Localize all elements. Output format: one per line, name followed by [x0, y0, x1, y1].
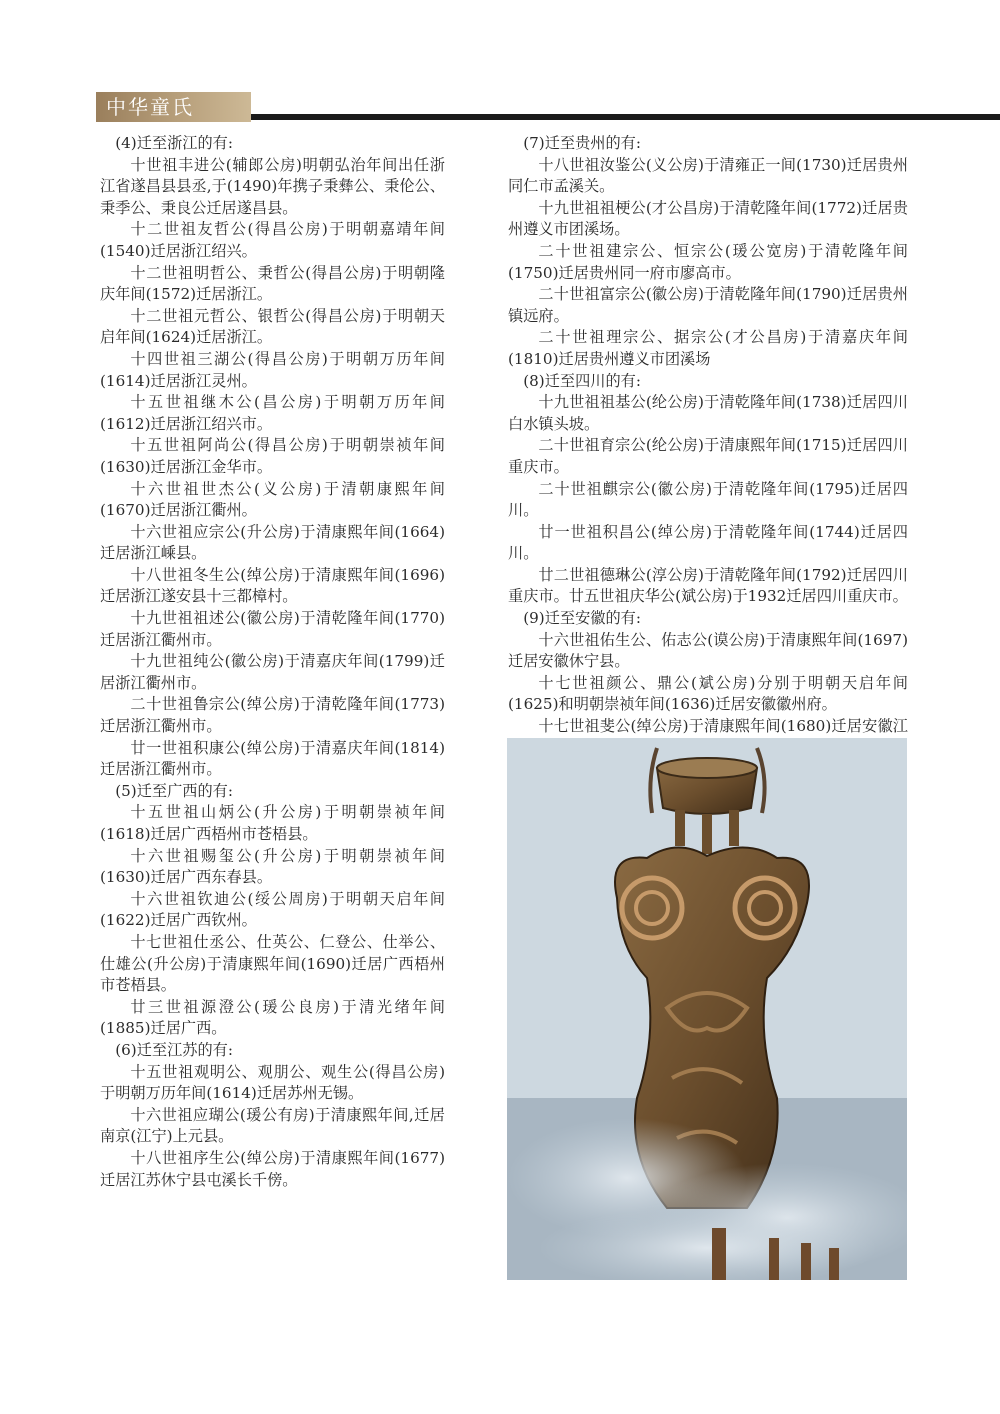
text-paragraph: 十二世祖元哲公、银哲公(得昌公房)于明朝天启年间(1624)迁居浙江。 — [100, 306, 445, 347]
incense-burner-illustration — [507, 738, 907, 1280]
section-heading: (4)迁至浙江的有: — [115, 134, 233, 152]
text-paragraph: 十五世祖继木公(昌公房)于明朝万历年间(1612)迁居浙江绍兴市。 — [100, 393, 445, 433]
header-rule — [251, 114, 1000, 120]
text-paragraph: 十八世祖冬生公(绰公房)于清康熙年间(1696)迁居浙江遂安县十三都樟村。 — [100, 565, 445, 606]
section-heading: (9)迁至安徽的有: — [523, 609, 641, 628]
text-paragraph: 十二世祖友哲公(得昌公房)于明朝嘉靖年间(1540)迁居浙江绍兴。 — [100, 220, 445, 260]
text-paragraph: 十四世祖三湖公(得昌公房)于明朝万历年间(1614)迁居浙江灵州。 — [100, 349, 445, 390]
text-paragraph: 廿一世祖积昌公(绰公房)于清乾隆年间(1744)迁居四川。 — [508, 522, 908, 563]
text-paragraph: 十六世祖世杰公(义公房)于清朝康熙年间(1670)迁居浙江衢州。 — [100, 479, 445, 520]
left-text-column — [100, 133, 445, 1191]
text-paragraph: 十九世祖纯公(徽公房)于清嘉庆年间(1799)迁居浙江衢州市。 — [100, 652, 445, 692]
text-paragraph: 二十世祖育宗公(纶公房)于清康熙年间(1715)迁居四川重庆市。 — [508, 436, 908, 476]
text-paragraph: 二十世祖麒宗公(徽公房)于清乾隆年间(1795)迁居四川。 — [508, 479, 908, 520]
text-paragraph: 十八世祖汝鉴公(义公房)于清雍正一间(1730)迁居贵州同仁市孟溪关。 — [508, 155, 908, 196]
text-paragraph: 十八世祖序生公(绰公房)于清康熙年间(1677)迁居江苏休宁县屯溪长千傍。 — [100, 1148, 445, 1189]
text-paragraph: 十五世祖山炳公(升公房)于明朝崇祯年间(1618)迁居广西梧州市苍梧县。 — [100, 803, 445, 843]
text-paragraph: 十七世祖仕丞公、仕英公、仁登公、仕举公、仕雄公(升公房)于清康熙年间(1690)迁居广西梧州市苍梧县。 — [100, 932, 445, 995]
text-paragraph: 二十世祖鲁宗公(绰公房)于清乾隆年间(1773)迁居浙江衢州市。 — [100, 695, 445, 736]
text-paragraph: 十九世祖祖述公(徽公房)于清乾隆年间(1770)迁居浙江衢州市。 — [100, 609, 445, 649]
text-paragraph: 十七世祖斐公(绰公房)于清康熙年间(1680)迁居安徽江 — [538, 717, 908, 736]
text-paragraph: 十六世祖赐玺公(升公房)于明朝崇祯年间(1630)迁居广西东春县。 — [100, 846, 445, 887]
header-title: 中华童氏 — [106, 95, 194, 119]
text-paragraph: 十七世祖颜公、鼎公(斌公房)分别于明朝天启年间(1625)和明朝崇祯年间(1636)迁居安徽徽州府。 — [508, 673, 908, 714]
text-paragraph: 二十世祖建宗公、恒宗公(瑗公宽房)于清乾隆年间(1750)迁居贵州同一府市廖高市。 — [508, 241, 908, 282]
right-text-column — [508, 133, 908, 759]
text-paragraph: 十六世祖应瑚公(瑗公有房)于清康熙年间,迁居南京(江宁)上元县。 — [100, 1105, 445, 1146]
text-paragraph: 十六世祖钦迪公(绥公周房)于明朝天启年间(1622)迁居广西钦州。 — [100, 889, 445, 930]
text-paragraph: 十世祖丰进公(辅郎公房)明朝弘治年间出任浙江省遂昌县县丞,于(1490)年携子秉彝公、秉伦公、秉季公、秉良公迁居遂昌县。 — [100, 155, 445, 217]
text-paragraph: 十六世祖佑生公、佑志公(谟公房)于清康熙年间(1697)迁居安徽休宁县。 — [508, 630, 908, 671]
text-paragraph: 十五世祖观明公、观朋公、观生公(得昌公房)于明朝万历年间(1614)迁居苏州无锡。 — [100, 1062, 445, 1103]
text-paragraph: 廿三世祖源澄公(瑗公良房)于清光绪年间(1885)迁居广西。 — [100, 997, 445, 1038]
text-paragraph: 廿一世祖积康公(绰公房)于清嘉庆年间(1814)迁居浙江衢州市。 — [100, 738, 445, 779]
section-heading: (6)迁至江苏的有: — [115, 1040, 233, 1059]
text-paragraph: 十九世祖祖梗公(才公昌房)于清乾隆年间(1772)迁居贵州遵义市团溪场。 — [508, 198, 908, 239]
text-paragraph: 廿二世祖德琳公(淳公房)于清乾隆年间(1792)迁居四川重庆市。廿五世祖庆华公(斌公房)于1932迁居四川重庆市。 — [508, 565, 908, 606]
section-heading: (7)迁至贵州的有: — [523, 134, 641, 152]
text-paragraph: 十五世祖阿尚公(得昌公房)于明朝崇祯年间(1630)迁居浙江金华市。 — [100, 436, 445, 476]
text-paragraph: 十九世祖祖基公(纶公房)于清乾隆年间(1738)迁居四川白水镇头坡。 — [508, 393, 908, 433]
section-heading: (5)迁至广西的有: — [115, 781, 233, 800]
text-paragraph: 二十世祖理宗公、据宗公(才公昌房)于清嘉庆年间(1810)迁居贵州遵义市团溪场 — [508, 328, 908, 368]
incense-burner-photo — [507, 738, 907, 1280]
text-paragraph: 十二世祖明哲公、秉哲公(得昌公房)于明朝隆庆年间(1572)迁居浙江。 — [100, 263, 445, 304]
section-heading: (8)迁至四川的有: — [523, 371, 641, 390]
text-paragraph: 二十世祖富宗公(徽公房)于清乾隆年间(1790)迁居贵州镇远府。 — [508, 285, 908, 325]
text-paragraph: 十六世祖应宗公(升公房)于清康熙年间(1664)迁居浙江嵊县。 — [100, 522, 445, 563]
header-section-tab — [96, 92, 251, 122]
